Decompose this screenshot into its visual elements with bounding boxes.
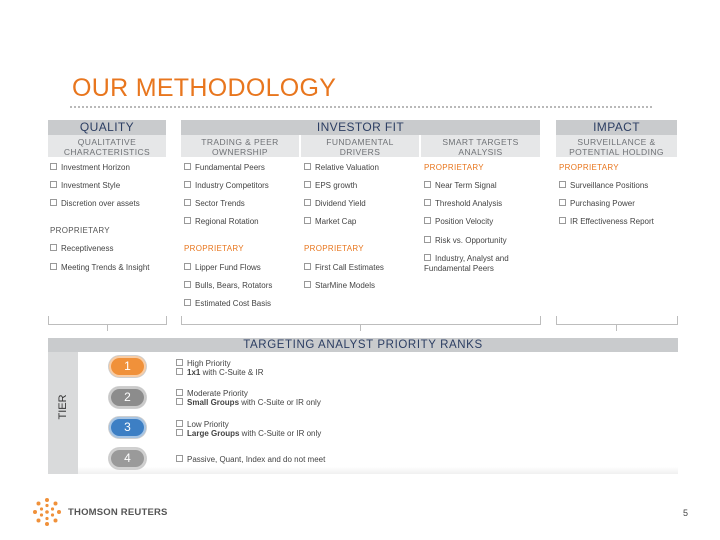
- list-item: StarMine Models: [304, 281, 375, 291]
- fundamental-subheader: [301, 135, 419, 157]
- list-item: Investment Style: [50, 181, 120, 191]
- thomson-reuters-logo-icon: [32, 497, 62, 527]
- smart-proprietary-label: PROPRIETARY: [424, 163, 484, 172]
- tier-2-line2: Small Groups with C-Suite or IR only: [176, 398, 321, 407]
- checkbox-icon: [559, 199, 566, 206]
- smart-line1: SMART TARGETS: [442, 137, 519, 147]
- surveillance-line1: SURVEILLANCE &: [577, 137, 656, 147]
- tier-1-line2: 1x1 with C-Suite & IR: [176, 368, 264, 377]
- qualitative-subheader: [48, 135, 166, 157]
- checkbox-icon: [50, 199, 57, 206]
- list-item: Industry, Analyst and Fundamental Peers: [424, 254, 509, 273]
- list-item: Estimated Cost Basis: [184, 299, 271, 309]
- page-title: OUR METHODOLOGY: [72, 74, 337, 102]
- checkbox-icon: [176, 389, 183, 396]
- checkbox-icon: [424, 236, 431, 243]
- investor-fit-bracket-tick: [360, 324, 361, 331]
- checkbox-icon: [176, 359, 183, 366]
- list-item: Regional Rotation: [184, 217, 259, 227]
- list-item: Fundamental Peers: [184, 163, 265, 173]
- brand-name: THOMSON REUTERS: [68, 507, 168, 518]
- fundamental-line1: FUNDAMENTAL: [326, 137, 394, 147]
- list-item: Industry Competitors: [184, 181, 269, 191]
- list-item: Near Term Signal: [424, 181, 497, 191]
- checkbox-icon: [50, 163, 57, 170]
- quality-proprietary-label: PROPRIETARY: [50, 226, 110, 235]
- checkbox-icon: [50, 181, 57, 188]
- quality-header: QUALITY: [48, 120, 166, 135]
- list-item: Dividend Yield: [304, 199, 366, 209]
- checkbox-icon: [559, 217, 566, 224]
- list-item: Position Velocity: [424, 217, 493, 227]
- checkbox-icon: [176, 455, 183, 462]
- investor-fit-header: INVESTOR FIT: [181, 120, 540, 135]
- smart-line2: ANALYSIS: [458, 147, 503, 157]
- investor-fit-bracket: [181, 316, 541, 325]
- checkbox-icon: [176, 420, 183, 427]
- checkbox-icon: [304, 181, 311, 188]
- checkbox-icon: [184, 163, 191, 170]
- title-divider: [70, 106, 652, 108]
- impact-bracket: [556, 316, 678, 325]
- checkbox-icon: [184, 181, 191, 188]
- checkbox-icon: [184, 299, 191, 306]
- trading-subheader: [181, 135, 299, 157]
- list-item: EPS growth: [304, 181, 357, 191]
- checkbox-icon: [176, 429, 183, 436]
- list-item: Receptiveness: [50, 244, 113, 254]
- list-item: Meeting Trends & Insight: [50, 263, 150, 273]
- list-item: Surveillance Positions: [559, 181, 648, 191]
- checkbox-icon: [184, 199, 191, 206]
- tier-2-line1: Moderate Priority: [176, 389, 248, 398]
- list-item: IR Effectiveness Report: [559, 217, 654, 227]
- list-item: Purchasing Power: [559, 199, 635, 209]
- impact-proprietary-label: PROPRIETARY: [559, 163, 619, 172]
- checkbox-icon: [184, 281, 191, 288]
- tier-4-badge: 4: [109, 448, 146, 469]
- tier-label: TIER: [57, 394, 69, 420]
- checkbox-icon: [184, 263, 191, 270]
- page-number: 5: [683, 508, 689, 518]
- checkbox-icon: [424, 181, 431, 188]
- checkbox-icon: [176, 368, 183, 375]
- qualitative-line2: CHARACTERISTICS: [63, 147, 151, 157]
- trading-proprietary-label: PROPRIETARY: [184, 244, 244, 253]
- trading-line2: OWNERSHIP: [211, 147, 269, 157]
- checkbox-icon: [424, 254, 431, 261]
- list-item: Risk vs. Opportunity: [424, 236, 507, 246]
- checkbox-icon: [50, 263, 57, 270]
- impact-header: IMPACT: [556, 120, 677, 135]
- surveillance-line2: POTENTIAL HOLDING: [569, 147, 664, 157]
- surveillance-subheader: [556, 135, 677, 157]
- checkbox-icon: [304, 281, 311, 288]
- checkbox-icon: [424, 199, 431, 206]
- checkbox-icon: [304, 263, 311, 270]
- list-item: Investment Horizon: [50, 163, 130, 173]
- list-item: Sector Trends: [184, 199, 245, 209]
- list-item: Lipper Fund Flows: [184, 263, 261, 273]
- tier-3-line1: Low Priority: [176, 420, 229, 429]
- tier-2-badge: 2: [109, 387, 146, 408]
- checkbox-icon: [304, 163, 311, 170]
- tier-3-badge: 3: [109, 417, 146, 438]
- trading-line1: TRADING & PEER: [201, 137, 279, 147]
- quality-bracket-tick: [107, 324, 108, 331]
- checkbox-icon: [50, 244, 57, 251]
- checkbox-icon: [304, 217, 311, 224]
- list-item: First Call Estimates: [304, 263, 384, 273]
- list-item: Discretion over assets: [50, 199, 140, 209]
- targeting-header: TARGETING ANALYST PRIORITY RANKS: [48, 338, 678, 352]
- list-item: Bulls, Bears, Rotators: [184, 281, 272, 291]
- checkbox-icon: [304, 199, 311, 206]
- list-item: Relative Valuation: [304, 163, 379, 173]
- tier-4-line1: Passive, Quant, Index and do not meet: [176, 455, 325, 464]
- fundamental-proprietary-label: PROPRIETARY: [304, 244, 364, 253]
- list-item: Threshold Analysis: [424, 199, 502, 209]
- tier-3-line2: Large Groups with C-Suite or IR only: [176, 429, 321, 438]
- checkbox-icon: [176, 398, 183, 405]
- smart-targets-subheader: [421, 135, 540, 157]
- checkbox-icon: [424, 217, 431, 224]
- qualitative-line1: QUALITATIVE: [77, 137, 137, 147]
- impact-bracket-tick: [616, 324, 617, 331]
- list-item: Market Cap: [304, 217, 356, 227]
- checkbox-icon: [559, 181, 566, 188]
- checkbox-icon: [184, 217, 191, 224]
- tier-1-line1: High Priority: [176, 359, 231, 368]
- tier-area: [78, 352, 678, 474]
- fundamental-line2: DRIVERS: [339, 147, 381, 157]
- tier-1-badge: 1: [109, 356, 146, 377]
